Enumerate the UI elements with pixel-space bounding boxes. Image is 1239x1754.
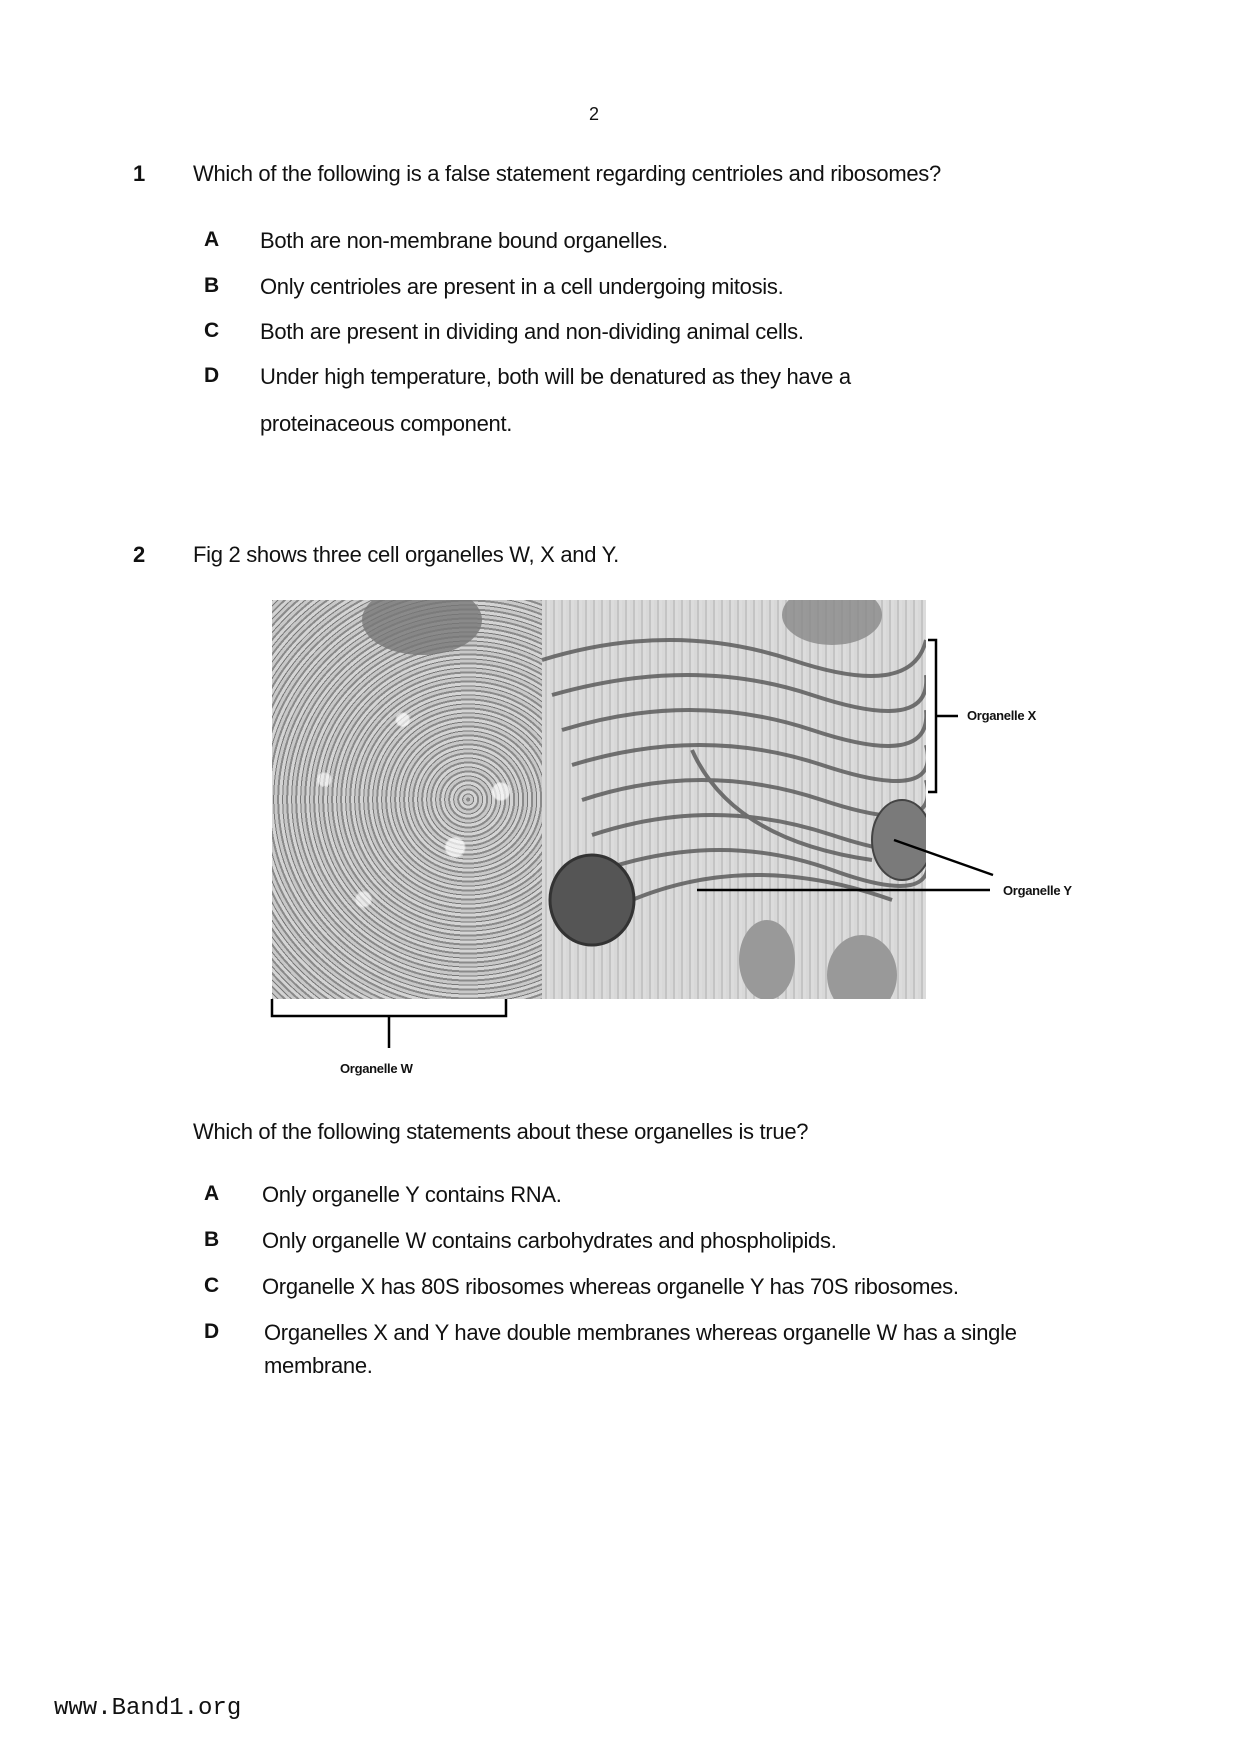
q2-option-d-letter: D <box>204 1320 220 1343</box>
organelle-w-label: Organelle W <box>340 1061 413 1076</box>
q2-option-b-text: Only organelle W contains carbohydrates and phospholipids. <box>262 1228 837 1253</box>
q1-option-d-text-line2: proteinaceous component. <box>260 411 513 436</box>
q2-option-c-text: Organelle X has 80S ribosomes whereas organelle Y has 70S ribosomes. <box>262 1274 959 1299</box>
q1-option-b-text: Only centrioles are present in a cell undergoing mitosis. <box>260 274 784 299</box>
organelle-x-bracket <box>928 640 936 792</box>
q2-option-a-letter: A <box>204 1182 220 1205</box>
q1-option-c-letter: C <box>204 319 220 342</box>
q2-option-c-letter: C <box>204 1274 220 1297</box>
q1-option-c-text: Both are present in dividing and non-dividing animal cells. <box>260 319 804 344</box>
organelle-y-pointer-2 <box>894 840 993 875</box>
q1-option-d-text: Under high temperature, both will be denatured as they have a <box>260 364 851 389</box>
question-2-prompt: Which of the following statements about these organelles is true? <box>193 1119 809 1144</box>
q1-option-b-letter: B <box>204 274 220 297</box>
question-2-stem: Fig 2 shows three cell organelles W, X and Y. <box>193 542 619 567</box>
q2-option-d-text-line2: membrane. <box>264 1353 373 1378</box>
q1-option-a-text: Both are non-membrane bound organelles. <box>260 228 668 253</box>
organelle-w-bracket <box>272 999 506 1016</box>
q1-option-d-letter: D <box>204 364 220 387</box>
q1-option-a-letter: A <box>204 228 220 251</box>
page-number: 2 <box>589 104 599 124</box>
organelle-y-label: Organelle Y <box>1003 883 1072 898</box>
question-2-number: 2 <box>133 542 146 567</box>
q2-option-d-text: Organelles X and Y have double membranes whereas organelle W has a single <box>264 1320 1017 1345</box>
question-1-number: 1 <box>133 161 146 186</box>
q2-option-b-letter: B <box>204 1228 220 1251</box>
footer-url: www.Band1.org <box>54 1695 242 1722</box>
q2-option-a-text: Only organelle Y contains RNA. <box>262 1182 562 1207</box>
organelle-x-label: Organelle X <box>967 708 1036 723</box>
question-1-stem: Which of the following is a false statement regarding centrioles and ribosomes? <box>193 161 941 186</box>
